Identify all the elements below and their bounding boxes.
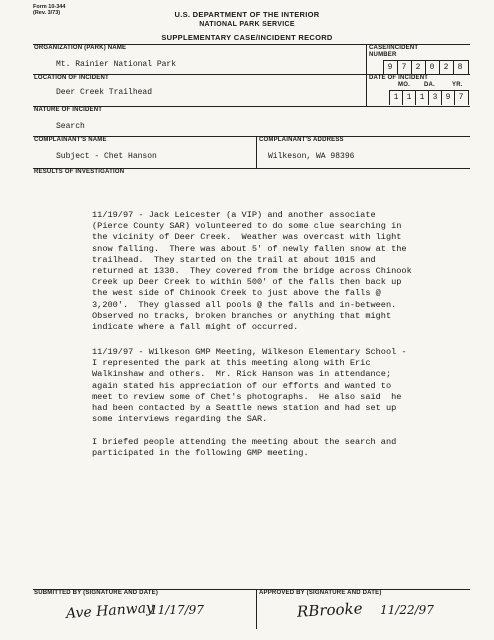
digit-cell: 1 [419, 93, 425, 102]
organization-label: ORGANIZATION (PARK) NAME [34, 45, 127, 51]
narrative-paragraph-1 [92, 210, 462, 333]
narrative-line: (Pierce County SAR) volunteered to do some clue searching in [92, 221, 402, 232]
form-number-line2: (Rev. 3/73) [33, 10, 61, 16]
submitted-date: 11/17/97 [150, 603, 204, 617]
narrative-line: meet to review some of Chet's photographs. He also said he [92, 391, 402, 402]
narrative-paragraph-2 [92, 347, 462, 425]
narrative-line: 11/19/97 - Wilkeson GMP Meeting, Wilkeson Elementary School - [92, 347, 407, 357]
narrative-line: the vicinity of Deer Creek. Weather was overcast with light [92, 232, 402, 243]
narrative-line: had been contacted by a Seattle news station and had set up [92, 403, 397, 414]
organization-value: Mt. Rainier National Park [56, 60, 177, 69]
narrative-line: trailhead. They started on the trail at about 1015 and [92, 254, 376, 265]
narrative-paragraph-3 [92, 437, 462, 459]
digit-cell: 9 [387, 63, 393, 72]
approved-by-label: APPROVED BY (SIGNATURE AND DATE) [259, 590, 382, 596]
results-label: RESULTS OF INVESTIGATION [34, 169, 125, 175]
form-title: SUPPLEMENTARY CASE/INCIDENT RECORD [161, 33, 333, 42]
digit-cell: 2 [415, 63, 421, 72]
digit-cell: 3 [432, 93, 438, 102]
digit-cell: 9 [445, 93, 451, 102]
form-number-line1: Form 10-344 [33, 4, 66, 10]
digit-cell: 2 [443, 63, 449, 72]
approved-signature: RBrooke [296, 599, 363, 621]
narrative-line: participated in the following GMP meeting. [92, 448, 309, 459]
date-da-label: DA. [424, 82, 435, 88]
digit-cell: 8 [457, 63, 463, 72]
date-mo-label: MO. [398, 82, 410, 88]
department-heading: U.S. DEPARTMENT OF THE INTERIOR [174, 10, 320, 19]
complainant-address-label: COMPLAINANT'S ADDRESS [259, 137, 344, 143]
narrative-line: I briefed people attending the meeting about the search and [92, 437, 397, 447]
narrative-line: returned at 1330. They covered from the bridge across Chinook [92, 266, 412, 277]
digit-cell: 0 [429, 63, 435, 72]
narrative-line: Creek up Deer Creek to within 500' of the falls then back up [92, 277, 402, 288]
submitted-by-label: SUBMITTED BY (SIGNATURE AND DATE) [34, 590, 159, 596]
date-yr-label: YR. [452, 82, 463, 88]
narrative-line: indicate where a fall might of occurred. [92, 322, 299, 333]
narrative-line: 11/19/97 - Jack Leicester (a VIP) and another associate [92, 210, 376, 220]
digit-cell: 1 [406, 93, 412, 102]
narrative-line: 3,200'. They glassed all pools @ the falls and in-between. [92, 299, 397, 310]
complainant-address-value: Wilkeson, WA 98396 [268, 152, 355, 161]
narrative-line: some interviews regarding the SAR. [92, 414, 268, 425]
digit-cell: 7 [401, 63, 407, 72]
narrative-line: I represented the park at this meeting along with Eric [92, 358, 371, 369]
narrative-line: again stated his appreciation of our efforts and wanted to [92, 380, 392, 391]
approved-date: 11/22/97 [380, 603, 434, 617]
location-label: LOCATION OF INCIDENT [34, 75, 109, 81]
complainant-name-value: Subject - Chet Hanson [56, 152, 157, 161]
location-value: Deer Creek Trailhead [56, 88, 153, 97]
digit-cell: 1 [393, 93, 399, 102]
service-heading: NATIONAL PARK SERVICE [199, 21, 295, 28]
complainant-name-label: COMPLAINANT'S NAME [34, 137, 107, 143]
narrative-line: Observed no tracks, broken branches or anything that might [92, 310, 392, 321]
case-number-label: CASE/INCIDENT NUMBER [369, 45, 419, 58]
nature-value: Search [56, 122, 85, 131]
narrative-line: the west side of Chinook Creek to just above the falls @ [92, 288, 381, 299]
digit-cell: 7 [458, 93, 464, 102]
narrative-line: Walkinshaw and others. Mr. Rick Hanson was in attendance; [92, 369, 392, 380]
nature-label: NATURE OF INCIDENT [34, 107, 103, 113]
date-label: DATE OF INCIDENT [369, 75, 429, 81]
narrative-line: snow falling. There was about 5' of newly fallen snow at the [92, 243, 407, 254]
submitted-signature: Ave Hanway [65, 599, 155, 623]
